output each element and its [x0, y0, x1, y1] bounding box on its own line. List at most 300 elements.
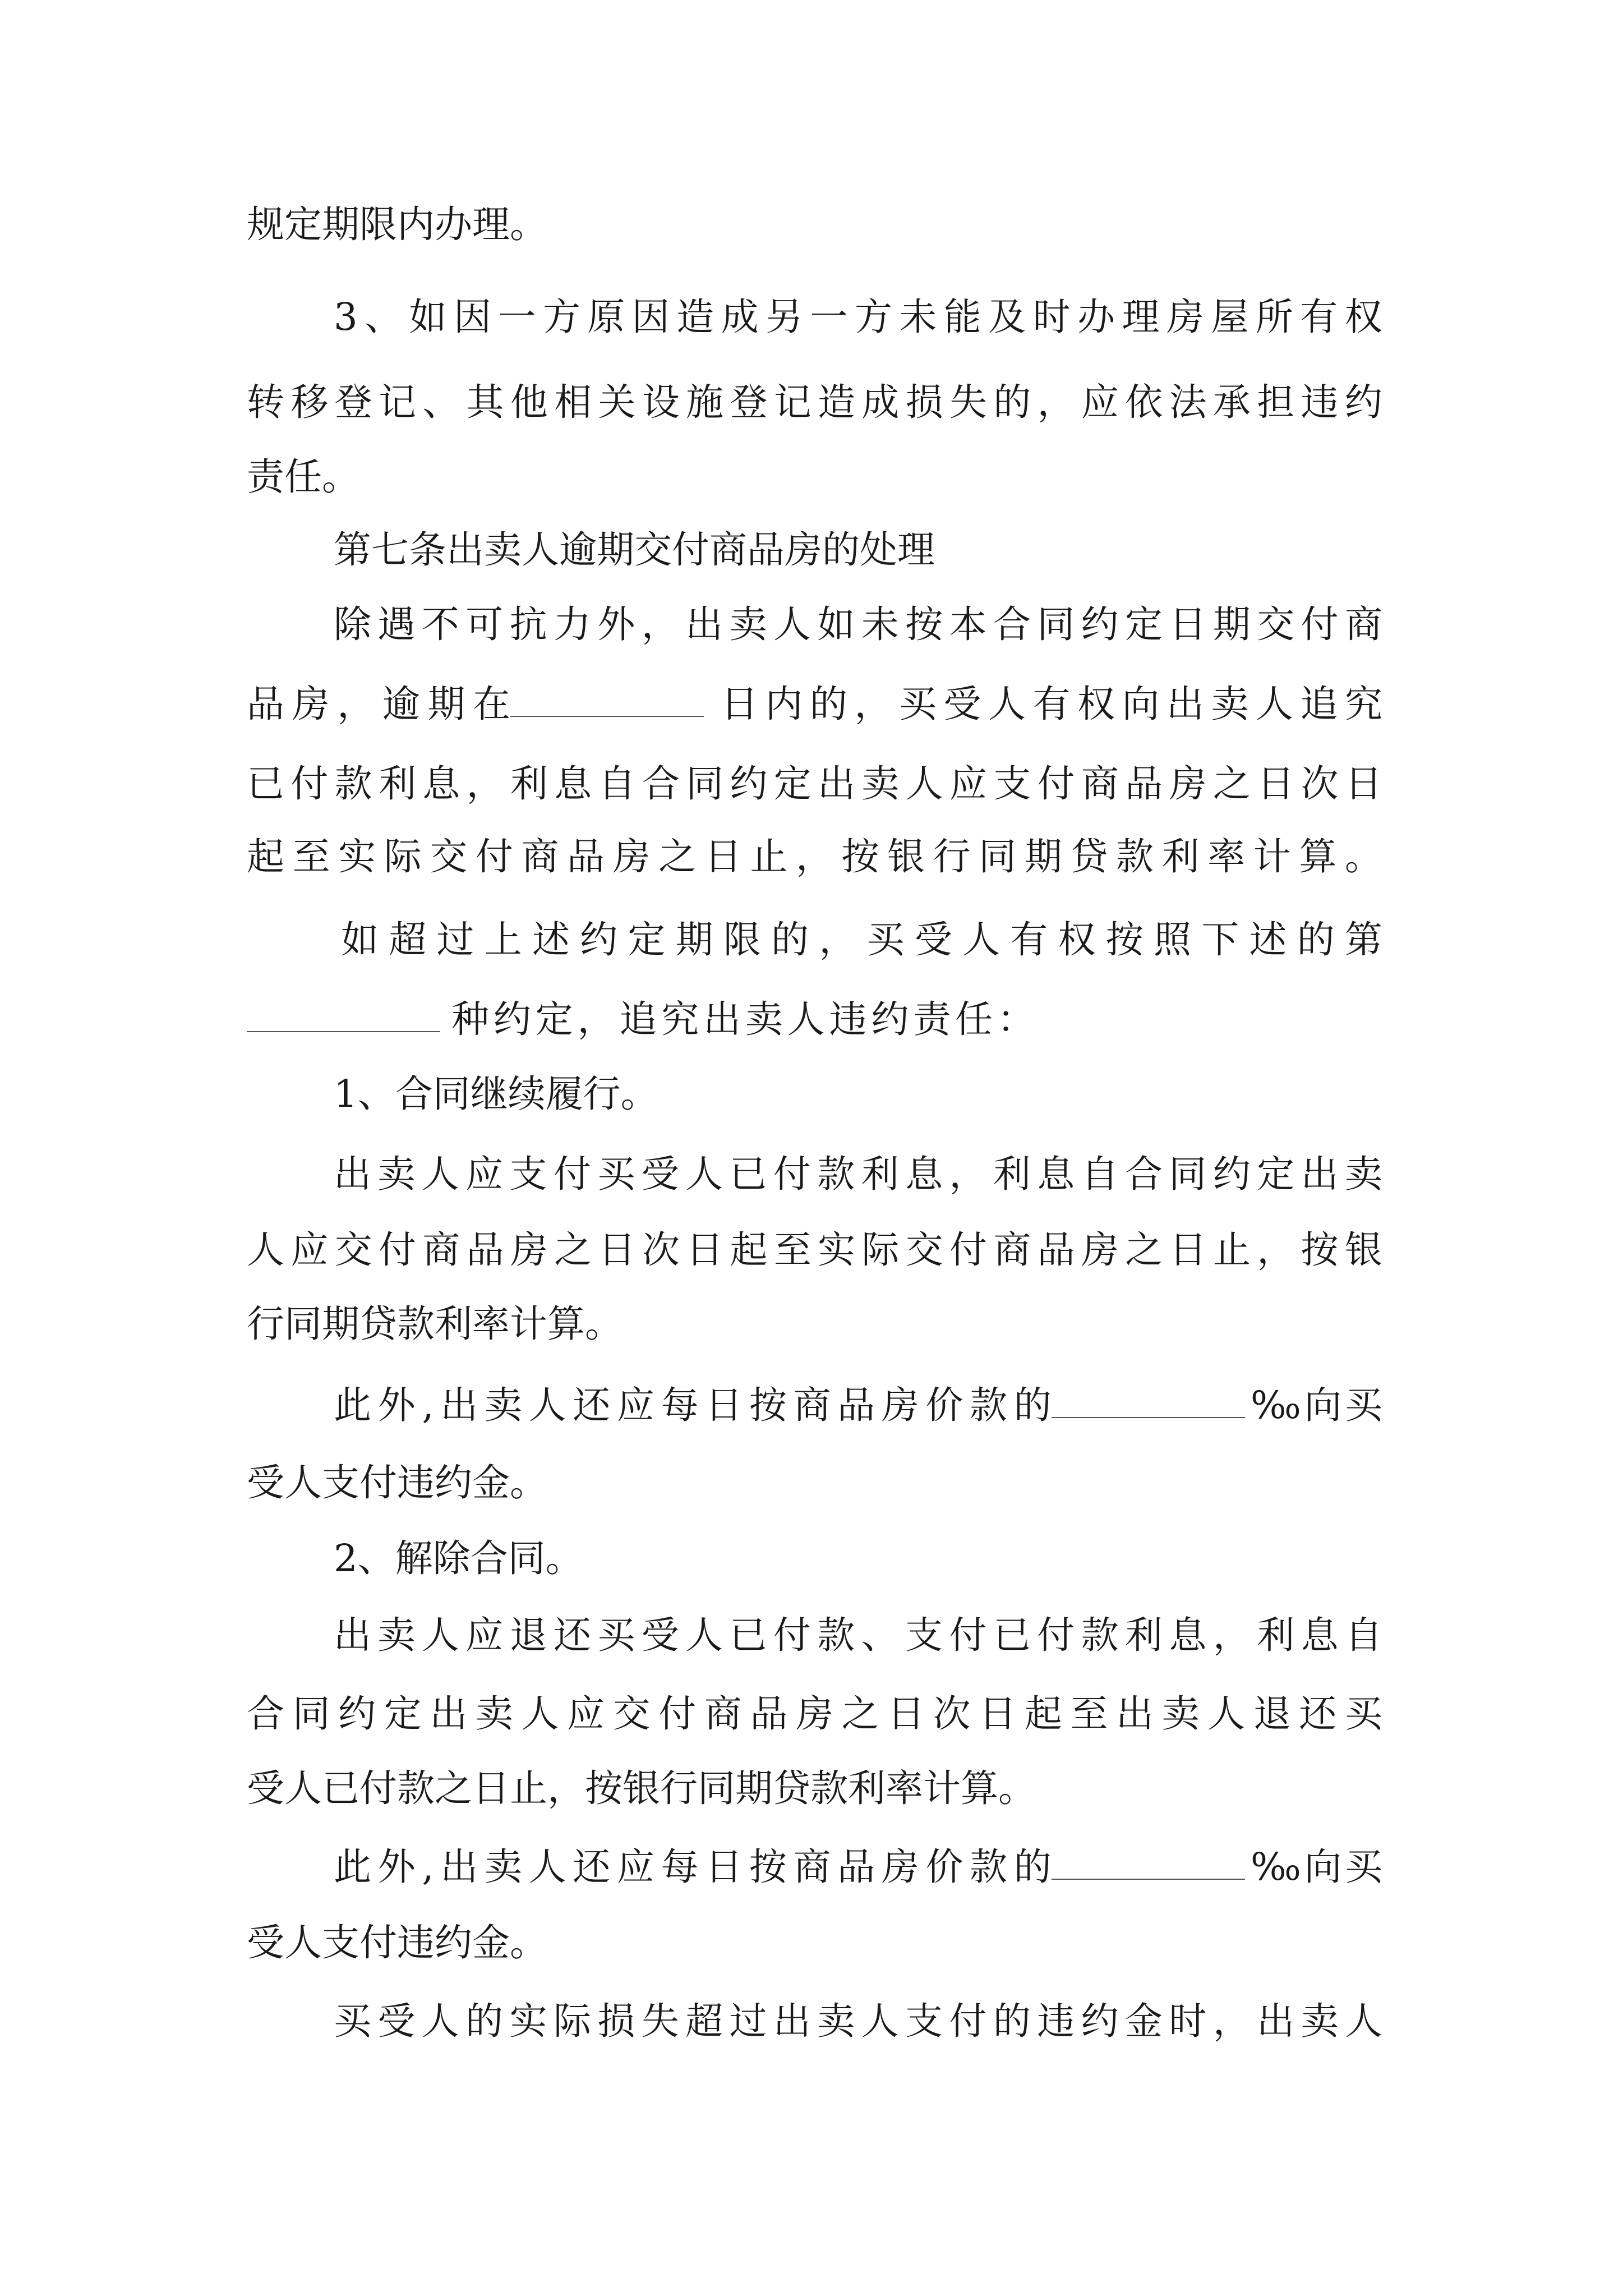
fill-in-blank[interactable] — [510, 681, 704, 717]
text-char: 品 — [837, 1383, 875, 1427]
text-line: 规定期限内办理。 — [247, 203, 547, 246]
text-char: 相 — [554, 380, 592, 424]
text-char: 息 — [422, 762, 460, 806]
text-char: 约 — [338, 1692, 376, 1736]
text-char: 金 — [1125, 1999, 1163, 2043]
text-char: 造 — [818, 380, 856, 424]
text-char: 能 — [943, 295, 981, 339]
text-char: 商 — [993, 1228, 1031, 1272]
text-char: 出 — [685, 602, 723, 646]
text-char: 出 — [334, 1152, 371, 1196]
text-char: 内 — [765, 682, 803, 726]
text-char: 按 — [905, 602, 943, 646]
text-char: 限 — [723, 918, 761, 961]
text-line — [341, 914, 1382, 965]
text-char: 定 — [535, 997, 573, 1041]
text-char: 利 — [510, 762, 548, 806]
text-char: 因 — [453, 295, 491, 339]
text-line — [247, 377, 1382, 427]
text-char: 已 — [729, 1613, 767, 1657]
text-char: 登 — [334, 380, 372, 424]
text-char: 人 — [962, 918, 1000, 961]
text-char: 出 — [818, 762, 856, 806]
text-line — [334, 1149, 1382, 1199]
text-char: 损 — [905, 380, 943, 424]
text-char: 买 — [866, 918, 905, 961]
fill-in-blank[interactable] — [1052, 1844, 1245, 1880]
text-char: 述 — [532, 918, 570, 961]
text-char: 付 — [949, 1999, 987, 2043]
text-char: 付 — [378, 1228, 416, 1272]
text-char: 人 — [685, 1613, 723, 1657]
text-char: 时 — [1169, 1999, 1207, 2043]
text-char: 定 — [1125, 602, 1163, 646]
text-char: 未 — [861, 602, 899, 646]
text-char: 卖 — [377, 1613, 416, 1657]
text-char: 上 — [484, 918, 522, 961]
text-char: 损 — [597, 1999, 635, 2043]
text-char: 另 — [766, 295, 804, 339]
text-char: 设 — [642, 380, 680, 424]
text-char: 人 — [421, 1999, 459, 2043]
text-line — [334, 1996, 1382, 2046]
text-line: 受人支付违约金。 — [247, 1921, 547, 1964]
text-line: 受人支付违约金。 — [247, 1461, 547, 1504]
text-char: 合 — [642, 762, 680, 806]
text-char: 任 — [955, 997, 993, 1041]
text-char: 法 — [1169, 380, 1207, 424]
text-char: 超 — [389, 918, 427, 961]
text-char: 次 — [642, 1228, 680, 1272]
text-char: 过 — [729, 1999, 767, 2043]
text-char: 房 — [1166, 295, 1204, 339]
text-char: 移 — [291, 380, 329, 424]
text-char: 同 — [686, 762, 724, 806]
text-char: 约 — [730, 762, 768, 806]
text-char: 同 — [1169, 1152, 1207, 1196]
text-char: 施 — [686, 380, 724, 424]
text-char: 其 — [466, 380, 504, 424]
text-char: 付 — [553, 1152, 591, 1196]
text-char: , — [422, 1383, 434, 1427]
text-char: 卖 — [1344, 1152, 1382, 1196]
text-char: 付 — [1037, 1613, 1075, 1657]
text-char: 除 — [334, 602, 371, 646]
text-char: 利 — [861, 1152, 899, 1196]
text-char: 价 — [925, 1845, 963, 1889]
text-char: ， — [1037, 380, 1075, 424]
text-char: 、 — [365, 295, 403, 339]
text-line — [247, 1225, 1382, 1275]
text-char: 商 — [704, 1692, 742, 1736]
text-char: 他 — [510, 380, 548, 424]
text-char: 至 — [773, 1228, 811, 1272]
text-char: 所 — [1255, 295, 1293, 339]
text-char: 交 — [1257, 602, 1295, 646]
text-segment — [247, 679, 510, 729]
text-char: 转 — [247, 380, 284, 424]
text-char: 买 — [597, 1613, 635, 1657]
text-char: 至 — [292, 835, 330, 878]
text-char: ， — [819, 918, 857, 961]
text-char: 合 — [993, 602, 1031, 646]
text-char: 支 — [905, 1613, 943, 1657]
text-char: 付 — [291, 762, 329, 806]
text-line — [334, 1610, 1382, 1660]
text-char: 银 — [887, 835, 925, 878]
text-segment — [451, 994, 1035, 1045]
text-char: 定 — [1257, 1152, 1295, 1196]
text-char: 卖 — [745, 997, 783, 1041]
section-heading: 第七条出卖人逾期交付商品房的处理 — [334, 528, 935, 572]
text-char: 款 — [970, 1845, 1008, 1889]
text-char: 原 — [587, 295, 625, 339]
text-char: 述 — [1249, 918, 1287, 961]
text-char: 卖 — [861, 762, 900, 806]
text-char: 房 — [1169, 762, 1207, 806]
text-char: 已 — [729, 1152, 767, 1196]
text-char: 买 — [1344, 1692, 1382, 1736]
text-char: 登 — [730, 380, 768, 424]
text-char: 同 — [292, 1692, 330, 1736]
text-char: 同 — [979, 835, 1017, 878]
text-line: 1、合同继续履行。 — [334, 1072, 658, 1116]
text-char: 付 — [1301, 602, 1339, 646]
text-char: 受 — [943, 682, 981, 726]
text-char: 方 — [854, 295, 892, 339]
text-char: 人 — [861, 1999, 899, 2043]
text-char: 人 — [521, 1692, 559, 1736]
text-char: 依 — [1125, 380, 1163, 424]
text-char: 日 — [598, 1228, 636, 1272]
text-char: 下 — [1201, 918, 1239, 961]
text-char: 之 — [1125, 1228, 1163, 1272]
text-char: 期 — [675, 918, 713, 961]
text-char: 付 — [949, 1613, 987, 1657]
text-char: 次 — [1301, 762, 1339, 806]
text-char: 利 — [1125, 1613, 1163, 1657]
text-char: 人 — [1344, 1999, 1382, 2043]
text-char: 究 — [661, 997, 699, 1041]
text-char: 此 — [334, 1845, 371, 1889]
text-char: 商 — [521, 835, 559, 878]
text-char: 应 — [616, 1383, 654, 1427]
text-char: 遇 — [377, 602, 416, 646]
text-char: 出 — [773, 1999, 811, 2043]
text-char: 权 — [1077, 682, 1115, 726]
text-line: 受人已付款之日止，按银行同期贷款利率计算。 — [247, 1766, 1036, 1810]
text-char: 品 — [1125, 762, 1163, 806]
text-char: 时 — [1032, 295, 1071, 339]
fill-in-blank[interactable] — [247, 996, 440, 1032]
text-char: 还 — [573, 1845, 611, 1889]
text-char: 款 — [334, 762, 372, 806]
text-char: , — [422, 1845, 434, 1889]
text-segment — [1251, 1380, 1382, 1430]
text-char: 人 — [247, 1228, 284, 1272]
text-char: 款 — [970, 1383, 1008, 1427]
text-char: 日 — [686, 1228, 724, 1272]
text-char: 出 — [334, 1613, 371, 1657]
text-char: 因 — [631, 295, 670, 339]
text-char: 商 — [793, 1845, 831, 1889]
text-char: 品 — [247, 682, 284, 726]
text-char: 如 — [817, 602, 855, 646]
text-char: 际 — [553, 1999, 591, 2043]
text-char: 人 — [1256, 682, 1293, 726]
text-char: 卖 — [484, 1845, 522, 1889]
text-char: 人 — [787, 997, 825, 1041]
text-char: 款 — [817, 1613, 855, 1657]
text-char: 约 — [580, 918, 618, 961]
text-char: ， — [1212, 1613, 1251, 1657]
text-char: 按 — [749, 1845, 787, 1889]
text-char: 外 — [597, 602, 635, 646]
text-char: 每 — [661, 1845, 699, 1889]
text-line-with-blank — [247, 679, 1382, 729]
text-char: 的 — [771, 918, 809, 961]
text-char: 利 — [1161, 835, 1200, 878]
text-char: 人 — [685, 1152, 723, 1196]
text-char: 办 — [1077, 295, 1115, 339]
text-char: 日 — [1344, 762, 1382, 806]
text-char: 款 — [1081, 1613, 1119, 1657]
text-char: 出 — [1115, 1692, 1154, 1736]
text-char: 此 — [334, 1383, 371, 1427]
text-char: 品 — [837, 1845, 875, 1889]
text-char: 种 — [451, 997, 489, 1041]
text-char: 如 — [409, 295, 447, 339]
text-char: 付 — [475, 835, 513, 878]
text-char: 日 — [1169, 1228, 1207, 1272]
text-char: 过 — [436, 918, 474, 961]
text-char: 息 — [1301, 1613, 1339, 1657]
text-char: 买 — [597, 1152, 635, 1196]
text-char: 算 — [1299, 835, 1337, 878]
text-char: 日 — [704, 835, 742, 878]
text-char: 卖 — [1211, 682, 1249, 726]
text-char: 追 — [619, 997, 657, 1041]
text-char: 3 — [334, 295, 358, 339]
text-char: 还 — [553, 1613, 591, 1657]
text-char: 息 — [554, 762, 592, 806]
text-char: 买 — [334, 1999, 371, 2043]
text-char: 约 — [1212, 1152, 1251, 1196]
text-char: 按 — [841, 835, 879, 878]
text-char: 。 — [1344, 835, 1382, 878]
text-char: 合 — [247, 1692, 284, 1736]
text-char: 房 — [1081, 1228, 1119, 1272]
text-char: 应 — [949, 762, 987, 806]
text-line: 2、解除合同。 — [334, 1536, 583, 1580]
text-char: 违 — [1037, 1999, 1075, 2043]
text-char: 应 — [567, 1692, 605, 1736]
text-char: 屋 — [1211, 295, 1249, 339]
text-char: ， — [466, 762, 504, 806]
text-char: 交 — [905, 1228, 943, 1272]
text-char: 按 — [1301, 1228, 1339, 1272]
text-char: 向 — [1122, 682, 1160, 726]
text-char: 起 — [730, 1228, 768, 1272]
text-char: 应 — [291, 1228, 329, 1272]
text-char: 成 — [861, 380, 900, 424]
text-char: 交 — [334, 1228, 372, 1272]
text-char: 卖 — [729, 602, 767, 646]
text-char: 款 — [817, 1152, 855, 1196]
text-char: 还 — [1299, 1692, 1337, 1736]
text-char: 退 — [1253, 1692, 1291, 1736]
text-char: 日 — [1257, 762, 1295, 806]
text-char: 房 — [510, 1228, 548, 1272]
text-char: 人 — [773, 602, 811, 646]
text-char: 起 — [1024, 1692, 1062, 1736]
text-char: 付 — [949, 1228, 987, 1272]
text-char: 失 — [949, 380, 987, 424]
text-char: 息 — [1169, 1613, 1207, 1657]
text-char: 违 — [1301, 380, 1339, 424]
text-char: 外 — [377, 1845, 416, 1889]
text-char: 方 — [542, 295, 580, 339]
text-segment — [334, 1380, 1052, 1430]
text-char: 日 — [705, 1845, 743, 1889]
text-char: 行 — [933, 835, 971, 878]
text-char: 期 — [427, 682, 465, 726]
text-char: 、 — [861, 1613, 899, 1657]
text-line: 行同期贷款利率计算。 — [247, 1302, 623, 1346]
text-char: 人 — [528, 1845, 566, 1889]
text-char: 超 — [685, 1999, 723, 2043]
text-char: 理 — [1122, 295, 1160, 339]
text-char: 有 — [1300, 295, 1338, 339]
text-char: 受 — [377, 1999, 416, 2043]
text-char: 第 — [1344, 918, 1382, 961]
text-char: 利 — [1257, 1613, 1295, 1657]
text-char: 的 — [1013, 1845, 1052, 1889]
text-char: 际 — [861, 1228, 900, 1272]
text-char: 止 — [750, 835, 788, 878]
text-char: 每 — [661, 1383, 699, 1427]
text-char: 买 — [899, 682, 937, 726]
text-char: 出 — [1166, 682, 1204, 726]
text-char: 实 — [338, 835, 376, 878]
text-char: 逾 — [382, 682, 420, 726]
text-char: ， — [795, 835, 833, 878]
text-char: 品 — [750, 1692, 788, 1736]
text-char: ， — [337, 682, 375, 726]
text-char: 率 — [1207, 835, 1246, 878]
text-char: 、 — [422, 380, 460, 424]
text-char: ： — [997, 997, 1035, 1041]
text-char: 息 — [905, 1152, 943, 1196]
text-line-with-blank — [334, 1842, 1382, 1892]
text-char: 支 — [993, 762, 1031, 806]
text-char: 按 — [1105, 918, 1144, 961]
text-char: ， — [949, 1152, 987, 1196]
text-char: 向 — [1304, 1383, 1342, 1427]
text-char: 本 — [949, 602, 987, 646]
text-char: 责 — [913, 997, 951, 1041]
text-char: 日 — [705, 1383, 743, 1427]
text-char: 追 — [1300, 682, 1338, 726]
text-char: 应 — [465, 1613, 504, 1657]
text-char: 贷 — [1070, 835, 1108, 878]
text-char: 付 — [773, 1613, 811, 1657]
text-char: 抗 — [509, 602, 547, 646]
text-char: 照 — [1153, 918, 1191, 961]
text-segment — [721, 679, 1382, 729]
text-char: 合 — [1125, 1152, 1163, 1196]
text-char: 付 — [1037, 762, 1075, 806]
text-char: 同 — [1037, 602, 1075, 646]
text-char: 退 — [509, 1613, 547, 1657]
text-char: 的 — [1013, 1383, 1052, 1427]
text-char: ， — [1257, 1228, 1295, 1272]
text-char: 力 — [553, 602, 591, 646]
text-char: 关 — [598, 380, 636, 424]
text-char: ， — [641, 602, 679, 646]
text-char: 期 — [1024, 835, 1062, 878]
text-char: 品 — [1037, 1228, 1075, 1272]
text-char: 交 — [612, 1692, 651, 1736]
text-char: ， — [577, 997, 615, 1041]
text-char: 卖 — [377, 1152, 416, 1196]
text-char: 人 — [905, 762, 943, 806]
text-line — [334, 292, 1382, 342]
text-char: 期 — [1212, 602, 1251, 646]
text-char: 及 — [988, 295, 1026, 339]
text-char: 约 — [493, 997, 531, 1041]
fill-in-blank[interactable] — [1052, 1382, 1245, 1418]
text-char: 房 — [292, 682, 330, 726]
text-char: 人 — [421, 1152, 459, 1196]
text-char: 有 — [1032, 682, 1071, 726]
text-char: ， — [854, 682, 892, 726]
text-char: 出 — [440, 1383, 478, 1427]
text-char: 起 — [247, 835, 284, 878]
text-char: 计 — [1253, 835, 1291, 878]
text-char: 约 — [871, 997, 909, 1041]
text-char: 的 — [1297, 918, 1335, 961]
text-line-with-blank — [247, 994, 1035, 1045]
text-char: 自 — [598, 762, 636, 806]
text-char: 日 — [1169, 602, 1207, 646]
text-char: 日 — [887, 1692, 925, 1736]
text-char: 承 — [1212, 380, 1251, 424]
text-char: 买 — [1345, 1383, 1382, 1427]
text-char: 受 — [641, 1152, 679, 1196]
text-char: 息 — [1037, 1152, 1075, 1196]
text-char: 价 — [925, 1383, 963, 1427]
text-char: 止 — [1212, 1228, 1251, 1272]
text-char: 支 — [509, 1152, 547, 1196]
text-char: 受 — [641, 1613, 679, 1657]
text-char: 造 — [676, 295, 714, 339]
text-char: 的 — [465, 1999, 504, 2043]
text-char: 一 — [498, 295, 536, 339]
text-char: 一 — [810, 295, 848, 339]
text-char: 出 — [703, 997, 741, 1041]
text-char: 品 — [466, 1228, 504, 1272]
text-char: 房 — [795, 1692, 833, 1736]
text-char: 房 — [881, 1845, 919, 1889]
text-char: 人 — [1207, 1692, 1246, 1736]
text-char: 自 — [1081, 1152, 1119, 1196]
text-char: 实 — [509, 1999, 547, 2043]
text-char: 利 — [993, 1152, 1031, 1196]
text-char: 商 — [422, 1228, 460, 1272]
text-char: 外 — [377, 1383, 416, 1427]
text-char: 定 — [384, 1692, 422, 1736]
